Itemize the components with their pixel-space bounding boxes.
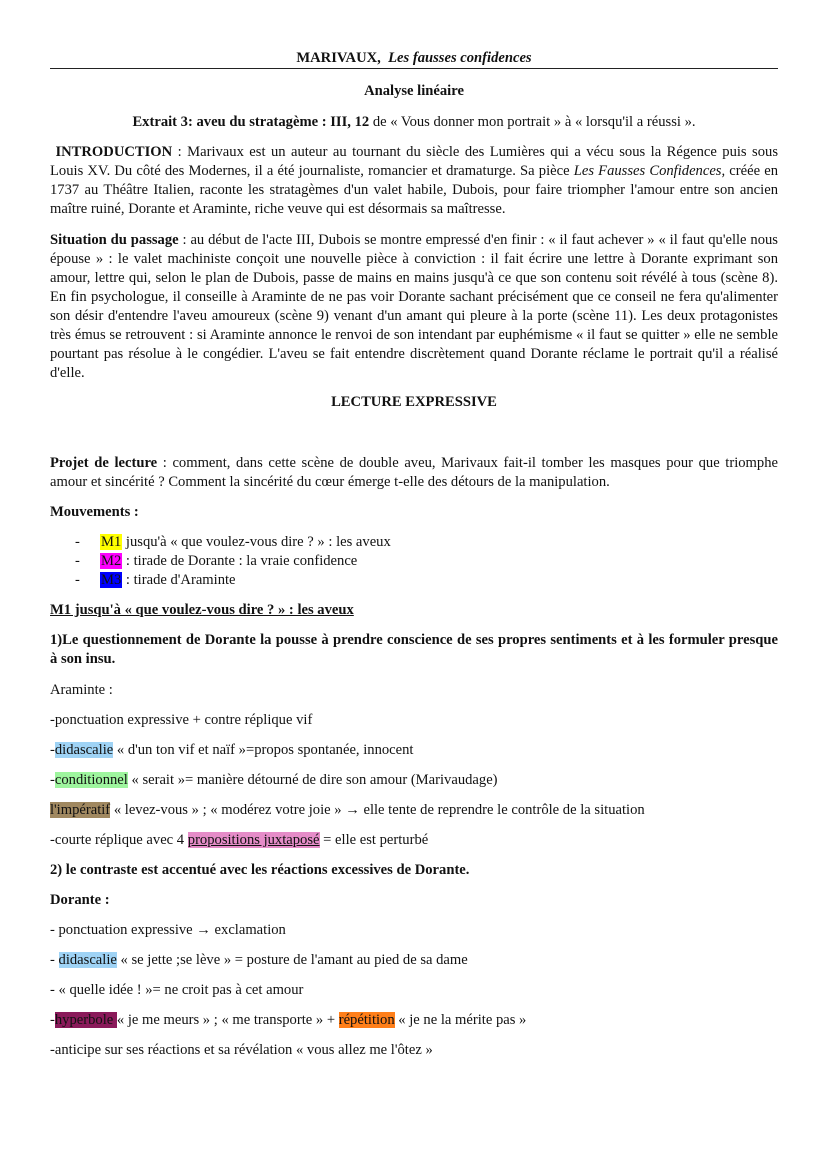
mouvement-item — [50, 552, 778, 571]
araminte-item — [50, 771, 778, 790]
header-rule — [50, 68, 778, 69]
highlight-term: didascalie — [54, 742, 114, 758]
araminte-label: Araminte : — [50, 682, 113, 698]
projet-paragraph — [50, 454, 778, 492]
intro-work: Les Fausses Confidences, — [573, 163, 726, 179]
araminte-item — [50, 711, 778, 730]
document-header — [50, 49, 778, 68]
mouvements-label: Mouvements : — [50, 504, 139, 520]
mouvement-tag: M2 — [101, 553, 122, 569]
intro-label: INTRODUCTION — [55, 144, 173, 160]
extract-line — [50, 113, 778, 132]
part1-heading: 1)Le questionnement de Dorante la pousse à prendre conscience de ses propres sentiments et à les formuler presque à son insu. — [50, 632, 778, 667]
intro-paragraph — [50, 143, 778, 219]
item-text: « levez-vous » ; « modérez votre joie » → elle tente de reprendre le contrôle de la situation — [110, 802, 645, 818]
highlight-term: hyperbole — [54, 1012, 117, 1028]
item-text: - ponctuation expressive → exclamation — [50, 922, 286, 938]
subtitle: Analyse linéaire — [364, 83, 464, 99]
item-text: -anticipe sur ses réactions et sa révélation « vous allez me l'ôtez » — [50, 1042, 433, 1058]
dorante-item — [50, 981, 778, 1000]
item-text: - — [50, 952, 59, 968]
item-text: « je ne la mérite pas » — [394, 1012, 527, 1028]
item-text: « je me meurs » ; « me transporte » + — [116, 1012, 339, 1028]
araminte-item — [50, 801, 778, 820]
item-text: - « quelle idée ! »= ne croit pas à cet amour — [50, 982, 304, 998]
part2-heading: 2) le contraste est accentué avec les réactions excessives de Dorante. — [50, 862, 470, 878]
intro-text-2: créée en 1737 au Théâtre Italien, raconte les stratagèmes d'un valet habile, Dubois, pour faire triompher l'amour entre son ancien maître ruiné, Dorante et Araminte, riche veuve qui est désormais sa maîtresse. — [50, 163, 778, 217]
item-text: « serait »= manière détourné de dire son amour (Marivaudage) — [127, 772, 498, 788]
dorante-label: Dorante : — [50, 892, 110, 908]
dorante-item — [50, 1041, 778, 1060]
mouvement-text: : tirade de Dorante : la vraie confidence — [122, 553, 358, 569]
item-text: « se jette ;se lève » = posture de l'amant au pied de sa dame — [116, 952, 468, 968]
item-text: - — [50, 742, 55, 758]
lecture-heading: LECTURE EXPRESSIVE — [331, 394, 497, 410]
mouvement-item — [50, 533, 778, 552]
mouvement-tag: M1 — [101, 534, 122, 550]
item-text: -ponctuation expressive + contre réplique vif — [50, 712, 313, 728]
situation-paragraph — [50, 231, 778, 383]
mouvement-text: : tirade d'Araminte — [122, 572, 236, 588]
dorante-item — [50, 921, 778, 940]
mouvement-tag: M3 — [101, 572, 122, 588]
situation-label: Situation du passage — [50, 232, 179, 248]
araminte-item — [50, 831, 778, 850]
highlight-term: propositions juxtaposé — [187, 832, 320, 848]
dorante-item — [50, 951, 778, 970]
author: MARIVAUX, — [296, 50, 381, 66]
m1-heading-text: M1 jusqu'à « que voulez-vous dire ? » : les aveux — [50, 602, 354, 618]
highlight-term: conditionnel — [54, 772, 128, 788]
item-text: -courte réplique avec 4 — [50, 832, 188, 848]
extract-range: de « Vous donner mon portrait » à « lorsqu'il a réussi ». — [369, 114, 696, 130]
item-text: = elle est perturbé — [319, 832, 429, 848]
highlight-term: l'impératif — [50, 802, 111, 818]
dorante-item — [50, 1011, 778, 1030]
extract-label: Extrait 3: aveu du stratagème : III, 12 — [132, 114, 370, 130]
mouvements-list — [50, 533, 778, 590]
projet-text: : comment, dans cette scène de double aveu, Marivaux fait-il tomber les masques pour que triomphe amour et sincérité ? Comment la sincérité du cœur émerge t-elle des détours de la manipulation. — [50, 455, 778, 490]
situation-text: : au début de l'acte III, Dubois se montre empressé d'en finir : « il faut achever » « il faut qu'elle nous épouse » : le valet machiniste conçoit une nouvelle pièce à conviction : il fait écrire une lettre à Dorante exprimant son amour, lettre qui, selon le plan de Dubois, passe de mains en mains jusqu'à ce que son contenu soit révélé à tous (scène 8). En fin psychologue, il conseille à Araminte de ne pas voir Dorante sachant précisément que ce conseil ne fera qu'alimenter son désir d'entendre l'aveu amoureux (scène 9) venant d'un amant qui pleure à la porte (scène 11). Les deux protagonistes très émus se retrouvent : si Araminte annonce le renvoi de son intendant par euphémisme « il faut se quitter » elle ne semble pourtant pas résolue à le congédier. L'aveu se fait entendre discrètement quand Dorante réclame le portrait qu'il a réalisé d'elle. — [50, 232, 778, 381]
intro-text: : Marivaux est un auteur au tournant du siècle des Lumières qui a vécu sous la Régence puis sous Louis XV. Du côté des Modernes, il a été journaliste, romancier et dramaturge. Sa pièce — [50, 144, 778, 179]
work-title: Les fausses confidences — [388, 50, 532, 66]
item-text: « d'un ton vif et naïf »=propos spontanée, innocent — [113, 742, 414, 758]
mouvement-text: jusqu'à « que voulez-vous dire ? » : les aveux — [122, 534, 391, 550]
m1-heading — [50, 601, 778, 620]
highlight-term: répétition — [338, 1012, 395, 1028]
araminte-item — [50, 741, 778, 760]
item-text: - — [50, 772, 55, 788]
highlight-term: didascalie — [58, 952, 117, 968]
mouvement-item — [50, 571, 778, 590]
projet-label: Projet de lecture — [50, 455, 158, 471]
item-text: - — [50, 1012, 55, 1028]
